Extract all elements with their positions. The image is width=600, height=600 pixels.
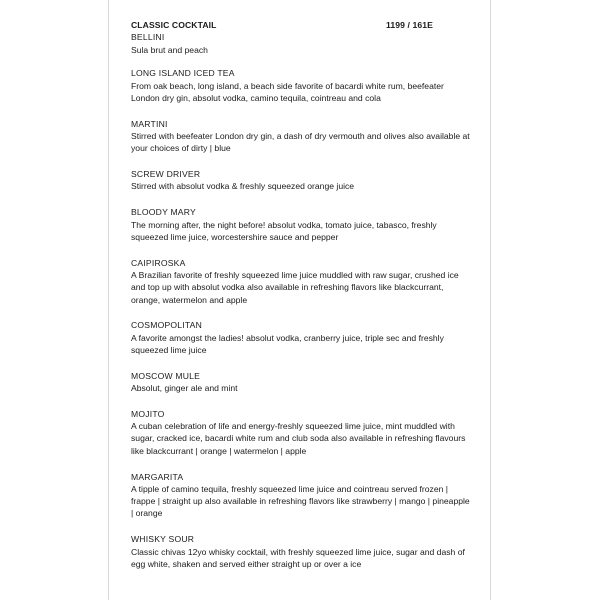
menu-item-screw-driver bbox=[131, 168, 471, 193]
item-description: Absolut, ginger ale and mint bbox=[131, 383, 238, 394]
menu-item-margarita bbox=[131, 471, 471, 520]
menu-item-mojito bbox=[131, 408, 471, 457]
menu-item-martini bbox=[131, 118, 471, 155]
menu-item-caipiroska bbox=[131, 257, 471, 306]
item-name: MOSCOW MULE bbox=[131, 370, 201, 381]
item-description: From oak beach, long island, a beach side favorite of bacardi white rum, beefeater London dry gin, absolut vodka, camino tequila, cointreau and cola bbox=[131, 80, 444, 103]
menu-item-bloody-mary bbox=[131, 206, 471, 243]
item-name: MARGARITA bbox=[131, 471, 184, 482]
item-description: A Brazilian favorite of freshly squeezed lime juice muddled with raw sugar, crushed ice and top up with absolut vodka also available in refreshing flavors like blackcurrant, orange, watermelon and apple bbox=[131, 269, 459, 305]
item-description: Sula brut and peach bbox=[131, 44, 208, 55]
item-description: The morning after, the night before! absolut vodka, tomato juice, tabasco, freshly squeezed lime juice, worcestershire sauce and pepper bbox=[131, 219, 437, 242]
item-description: Classic chivas 12yo whisky cocktail, with freshly squeezed lime juice, sugar and dash of egg white, shaken and served either straight up or over a ice bbox=[131, 546, 465, 569]
item-description: A tipple of camino tequila, freshly squeezed lime juice and cointreau served frozen | frappe | straight up also available in refreshing flavors like strawberry | mango | pineapple | orange bbox=[131, 483, 470, 519]
item-name: COSMOPOLITAN bbox=[131, 320, 202, 331]
section-title: CLASSIC COCKTAIL bbox=[131, 20, 217, 30]
item-name: SCREW DRIVER bbox=[131, 169, 201, 180]
section-header bbox=[131, 19, 471, 31]
item-description: Stirred with absolut vodka & freshly squeezed orange juice bbox=[131, 181, 355, 192]
item-name: WHISKY SOUR bbox=[131, 534, 195, 545]
menu-item-bellini bbox=[131, 31, 471, 56]
menu-item-moscow-mule bbox=[131, 370, 471, 395]
item-description: Stirred with beefeater London dry gin, a dash of dry vermouth and olives also available at your choices of dirty | blue bbox=[131, 131, 470, 154]
item-name: MOJITO bbox=[131, 408, 165, 419]
item-name: MARTINI bbox=[131, 118, 168, 129]
menu-item-long-island-iced-tea bbox=[131, 67, 471, 104]
item-name: BLOODY MARY bbox=[131, 207, 196, 218]
item-description: A favorite amongst the ladies! absolut vodka, cranberry juice, triple sec and freshly squeezed lime juice bbox=[131, 332, 444, 355]
page-border-left bbox=[108, 0, 109, 600]
item-description: A cuban celebration of life and energy-freshly squeezed lime juice, mint muddled with sugar, cracked ice, bacardi white rum and club soda also available in refreshing flavours like blackcurrant | orange | watermelon | apple bbox=[131, 421, 466, 456]
page-border-right bbox=[490, 0, 491, 600]
item-name: BELLINI bbox=[131, 32, 165, 43]
menu-item-cosmopolitan bbox=[131, 319, 471, 356]
cocktail-menu bbox=[131, 19, 471, 584]
menu-item-whisky-sour bbox=[131, 533, 471, 570]
item-name: LONG ISLAND ICED TEA bbox=[131, 68, 235, 79]
section-price: 1199 / 161E bbox=[386, 20, 433, 30]
item-name: CAIPIROSKA bbox=[131, 257, 186, 268]
